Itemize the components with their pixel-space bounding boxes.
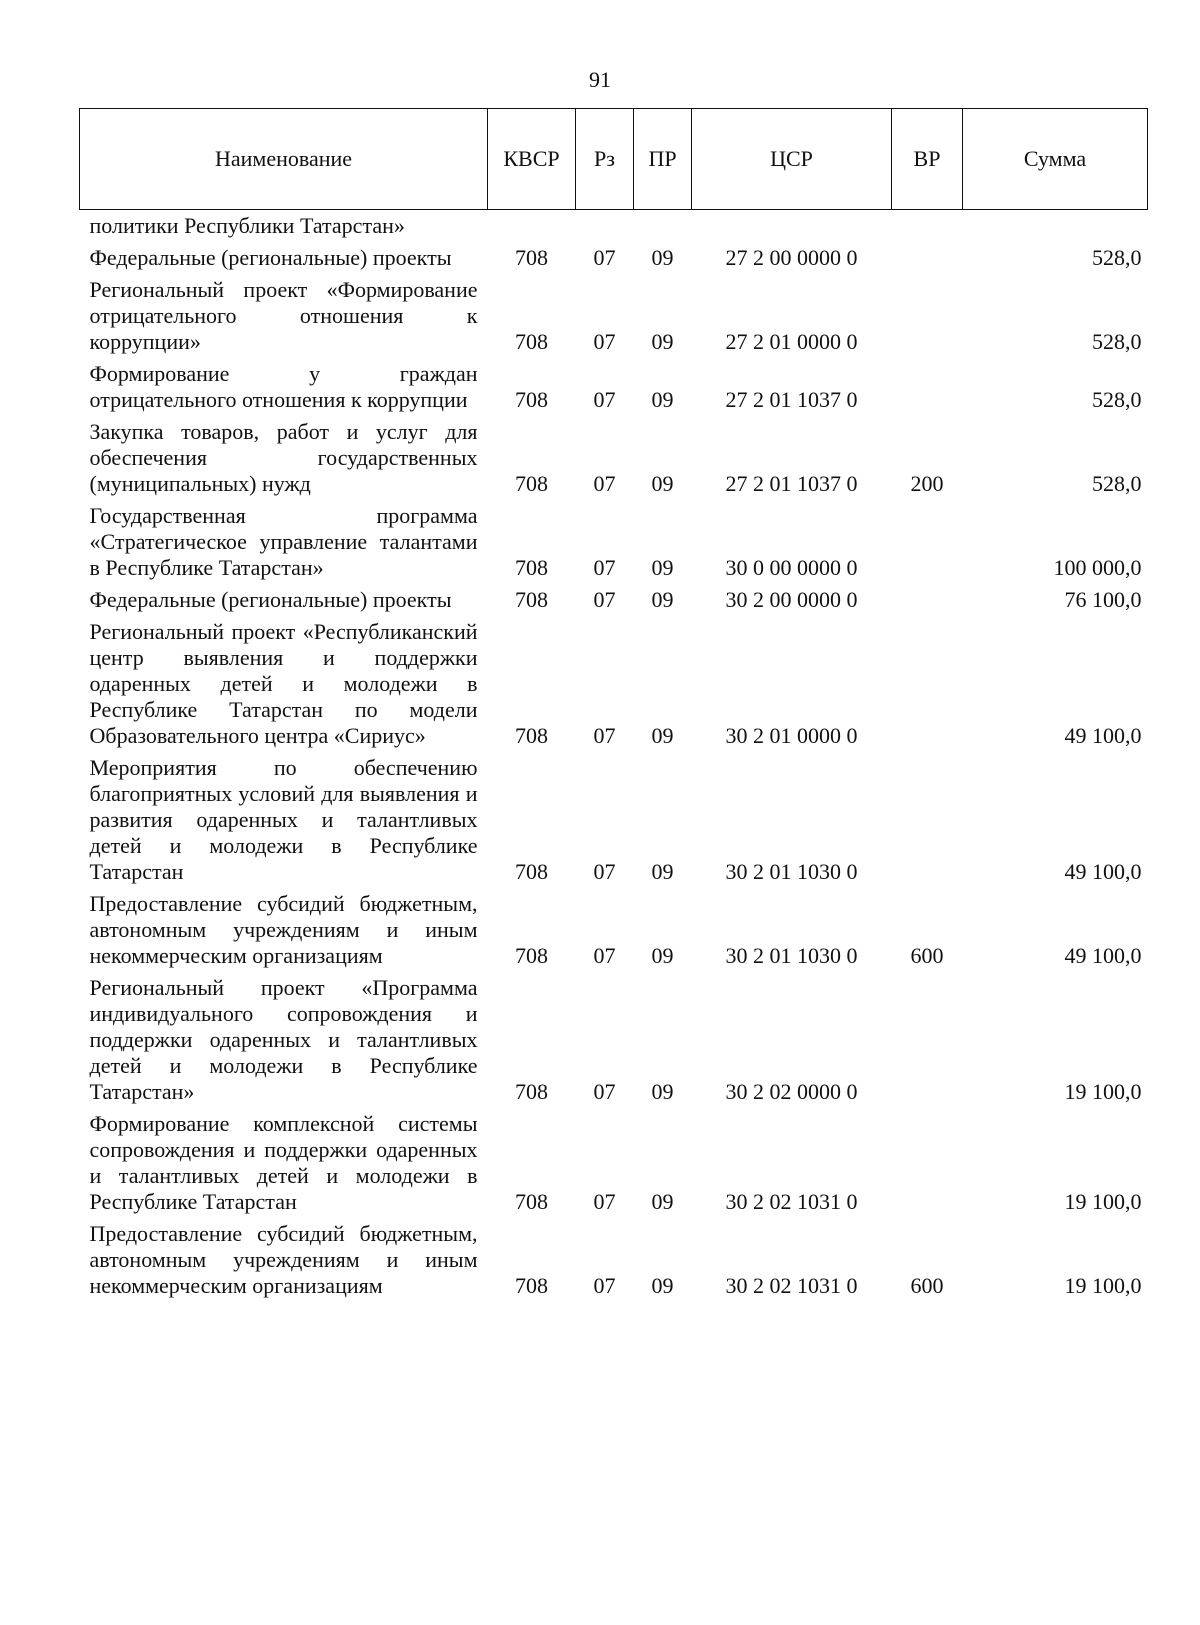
row-pr: 09	[651, 245, 674, 270]
table-row	[80, 888, 1148, 972]
row-csr: 30 2 02 1031 0	[725, 1273, 858, 1298]
row-vr	[892, 358, 963, 416]
row-vr	[892, 616, 963, 752]
row-kvsr: 708	[515, 1079, 548, 1104]
row-kvsr: 708	[515, 587, 548, 612]
row-name: Предоставление субсидий бюджетным, автономным учреждениям и иным некоммерческим организациям	[89, 891, 478, 968]
header-kvsr: КВСР	[488, 109, 576, 210]
row-sum: 49 100,0	[1064, 859, 1142, 884]
row-name: Формирование комплексной системы сопровождения и поддержки одаренных и талантливых детей и молодежи в Республике Татарстан	[89, 1111, 478, 1214]
row-name: Региональный проект «Республиканский центр выявления и поддержки одаренных детей и молодежи в Республике Татарстан по модели Образовательного центра «Сириус»	[89, 619, 478, 748]
row-pr: 09	[651, 555, 674, 580]
header-vr: ВР	[892, 109, 963, 210]
row-vr: 600	[910, 1273, 944, 1298]
row-sum: 49 100,0	[1064, 723, 1142, 748]
row-pr: 09	[651, 587, 674, 612]
row-csr: 30 2 00 0000 0	[725, 587, 858, 612]
row-pr: 09	[651, 723, 674, 748]
row-pr: 09	[651, 943, 674, 968]
row-vr: 600	[910, 943, 944, 968]
row-rz: 07	[593, 859, 616, 884]
header-sum: Сумма	[963, 109, 1148, 210]
row-kvsr: 708	[515, 723, 548, 748]
row-csr: 30 2 01 0000 0	[725, 723, 858, 748]
table-row	[80, 972, 1148, 1108]
row-kvsr: 708	[515, 329, 548, 354]
row-rz: 07	[593, 1079, 616, 1104]
header-row	[80, 109, 1148, 210]
row-vr	[892, 242, 963, 274]
row-rz: 07	[593, 587, 616, 612]
table-row	[80, 500, 1148, 584]
table-row	[80, 274, 1148, 358]
table-row	[80, 616, 1148, 752]
table-row	[80, 416, 1148, 500]
budget-table	[79, 108, 1148, 1302]
row-rz: 07	[593, 943, 616, 968]
table-row	[80, 358, 1148, 416]
row-rz: 07	[593, 1189, 616, 1214]
row-sum: 528,0	[1092, 245, 1142, 270]
row-vr	[892, 210, 963, 243]
row-name: Закупка товаров, работ и услуг для обеспечения государственных (муниципальных) нужд	[89, 419, 478, 496]
row-vr	[892, 1108, 963, 1218]
row-vr: 200	[910, 471, 944, 496]
row-name: Региональный проект «Формирование отрицательного отношения к коррупции»	[89, 277, 478, 354]
row-sum: 49 100,0	[1064, 943, 1142, 968]
row-sum: 100 000,0	[1053, 555, 1142, 580]
header-name: Наименование	[80, 109, 488, 210]
row-sum: 76 100,0	[1064, 587, 1142, 612]
table-row	[80, 242, 1148, 274]
row-pr	[634, 210, 692, 243]
row-pr: 09	[651, 1273, 674, 1298]
row-kvsr	[488, 210, 576, 243]
row-csr: 27 2 00 0000 0	[725, 245, 858, 270]
row-rz: 07	[593, 723, 616, 748]
row-csr: 30 2 02 0000 0	[725, 1079, 858, 1104]
row-name: Формирование у граждан отрицательного отношения к коррупции	[89, 361, 478, 412]
row-kvsr: 708	[515, 555, 548, 580]
row-csr: 30 2 02 1031 0	[725, 1189, 858, 1214]
row-kvsr: 708	[515, 471, 548, 496]
row-name: Федеральные (региональные) проекты	[89, 587, 452, 612]
row-csr	[692, 210, 892, 243]
row-kvsr: 708	[515, 1189, 548, 1214]
table-row	[80, 1108, 1148, 1218]
row-name: Федеральные (региональные) проекты	[89, 245, 452, 270]
row-rz	[576, 210, 634, 243]
table-row	[80, 752, 1148, 888]
row-vr	[892, 972, 963, 1108]
row-rz: 07	[593, 329, 616, 354]
row-rz: 07	[593, 1273, 616, 1298]
table-row	[80, 584, 1148, 616]
row-sum	[963, 210, 1148, 243]
row-rz: 07	[593, 555, 616, 580]
row-sum: 528,0	[1092, 329, 1142, 354]
table-row	[80, 1218, 1148, 1302]
row-name: Государственная программа «Стратегическое управление талантами в Республике Татарстан»	[89, 503, 478, 580]
row-rz: 07	[593, 245, 616, 270]
row-csr: 27 2 01 1037 0	[725, 471, 858, 496]
row-sum: 19 100,0	[1064, 1079, 1142, 1104]
row-name: политики Республики Татарстан»	[89, 213, 405, 238]
row-vr	[892, 584, 963, 616]
row-kvsr: 708	[515, 387, 548, 412]
table-header	[80, 109, 1148, 210]
page-number: 91	[589, 67, 611, 92]
row-pr: 09	[651, 387, 674, 412]
row-vr	[892, 274, 963, 358]
row-sum: 528,0	[1092, 387, 1142, 412]
row-csr: 30 0 00 0000 0	[725, 555, 858, 580]
row-kvsr: 708	[515, 859, 548, 884]
row-vr	[892, 500, 963, 584]
row-kvsr: 708	[515, 245, 548, 270]
header-pr: ПР	[634, 109, 692, 210]
row-kvsr: 708	[515, 943, 548, 968]
table-row	[80, 210, 1148, 243]
row-pr: 09	[651, 1189, 674, 1214]
row-kvsr: 708	[515, 1273, 548, 1298]
header-csr: ЦСР	[692, 109, 892, 210]
row-sum: 19 100,0	[1064, 1189, 1142, 1214]
row-rz: 07	[593, 387, 616, 412]
row-pr: 09	[651, 471, 674, 496]
table-body	[80, 210, 1148, 1303]
row-name: Предоставление субсидий бюджетным, автономным учреждениям и иным некоммерческим организациям	[89, 1221, 478, 1298]
row-sum: 19 100,0	[1064, 1273, 1142, 1298]
row-pr: 09	[651, 859, 674, 884]
row-pr: 09	[651, 329, 674, 354]
row-csr: 27 2 01 1037 0	[725, 387, 858, 412]
row-name: Мероприятия по обеспечению благоприятных условий для выявления и развития одаренных и талантливых детей и молодежи в Республике Татарстан	[89, 755, 478, 884]
row-sum: 528,0	[1092, 471, 1142, 496]
header-rz: Рз	[576, 109, 634, 210]
row-rz: 07	[593, 471, 616, 496]
row-name: Региональный проект «Программа индивидуального сопровождения и поддержки одаренных и талантливых детей и молодежи в Республике Татарстан»	[89, 975, 478, 1104]
row-vr	[892, 752, 963, 888]
row-csr: 30 2 01 1030 0	[725, 943, 858, 968]
row-csr: 27 2 01 0000 0	[725, 329, 858, 354]
row-pr: 09	[651, 1079, 674, 1104]
row-csr: 30 2 01 1030 0	[725, 859, 858, 884]
